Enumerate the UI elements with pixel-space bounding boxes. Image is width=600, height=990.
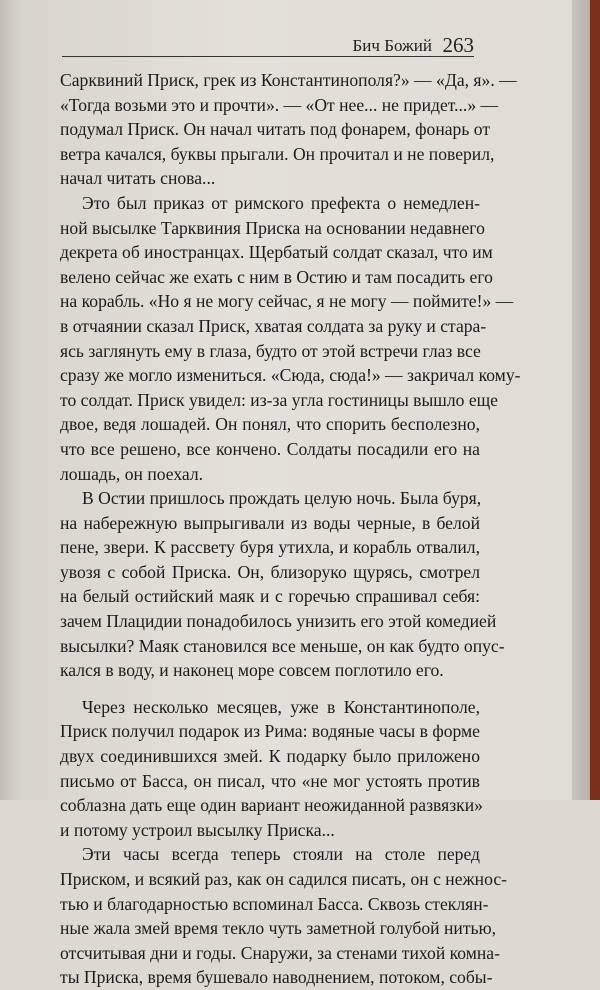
text-line: Это был приказ от римского префекта о немедлен-	[82, 192, 480, 213]
section-break	[60, 683, 480, 695]
text-line: Приском, и всякий раз, как он садился писать, он с нежнос-	[60, 869, 507, 889]
text-line: высылки? Маяк становился все меньше, он как будто опус-	[60, 635, 505, 656]
gutter-shadow	[0, 0, 22, 800]
text-line: велено сейчас же ехать с ним в Остию и там посадить его	[60, 266, 493, 287]
text-line: и потому устроил высылку Приска...	[60, 819, 335, 840]
text-line: соблазна дать еще один вариант неожиданной развязки»	[60, 795, 483, 816]
text-line: то солдат. Приск увидел: из-за угла гостиницы вышло еще	[60, 389, 498, 410]
text-line: отсчитывая дни и годы. Снаружи, за стенами тихой комна-	[60, 942, 500, 963]
text-line: ты Приска, время бушевало наводнением, потоком, собы-	[60, 967, 493, 988]
text-line: лошадь, он поехал.	[60, 463, 204, 484]
text-line: что все решено, все кончено. Солдаты посадили его на	[60, 438, 480, 459]
text-line: начал читать снова...	[60, 168, 216, 189]
text-line: ясь заглянуть ему в глаза, будто от этой встречи глаз все	[60, 340, 481, 361]
text-line: ные жала змей время текло чуть заметной голубой нитью,	[60, 918, 497, 939]
text-line: двух соединившихся змей. К подарку было приложено	[60, 746, 480, 767]
text-line: письмо от Басса, он писал, что «не мог устоять против	[60, 770, 480, 791]
text-line: декрета об иностранцах. Щербатый солдат сказал, что им	[60, 242, 493, 263]
running-title: Бич Божий	[352, 36, 432, 55]
page-number: 263	[442, 33, 474, 57]
text-line: «Тогда возьми это и прочти». — «От нее... не придет...» —	[60, 94, 499, 115]
text-line: Сарквиний Приск, грек из Константинополя?» — «Да, я». —	[60, 70, 517, 90]
body-text	[60, 68, 521, 990]
text-line: кался в воду, и наконец море совсем поглотило его.	[60, 660, 444, 681]
text-line: увозя с собой Приска. Он, близоруко щурясь, смотрел	[60, 561, 480, 582]
running-header	[62, 34, 474, 57]
text-line: зачем Плацидии понадобилось унизить его этой комедией	[60, 611, 497, 632]
text-line: на набережную выпрыгивали из воды черные, в белой	[60, 512, 480, 533]
text-line: сразу же могло измениться. «Сюда, сюда!» — закричал кому-	[60, 365, 521, 386]
text-line: на белый остийский маяк и с горечью спрашивал себя:	[60, 586, 480, 607]
text-line: Через несколько месяцев, уже в Константинополе,	[82, 696, 480, 717]
text-line: ной высылке Тарквиния Приска на основании недавнего	[60, 217, 485, 238]
text-line: В Остии пришлось прождать целую ночь. Была буря,	[82, 488, 482, 509]
book-cover-edge	[572, 0, 600, 800]
text-line: ветра качался, буквы прыгали. Он прочитал и не поверил,	[60, 143, 495, 164]
text-line: двое, ведя лошадей. Он понял, что спорить бесполезно,	[60, 414, 480, 435]
text-line: на корабль. «Но я не могу сейчас, я не могу — поймите!» —	[60, 291, 514, 312]
text-line: тью и благодарностью вспоминал Басса. Сквозь стеклян-	[60, 893, 489, 914]
text-line: Эти часы всегда теперь стояли на столе перед	[82, 844, 480, 865]
text-line: Приск получил подарок из Рима: водяные часы в форме	[60, 721, 480, 742]
text-line: в отчаянии сказал Приск, хватая солдата за руку и стара-	[60, 315, 487, 336]
text-line: подумал Приск. Он начал читать под фонарем, фонарь от	[60, 119, 491, 140]
text-line: пене, звери. К рассвету буря утихла, и корабль отвалил,	[60, 537, 480, 558]
